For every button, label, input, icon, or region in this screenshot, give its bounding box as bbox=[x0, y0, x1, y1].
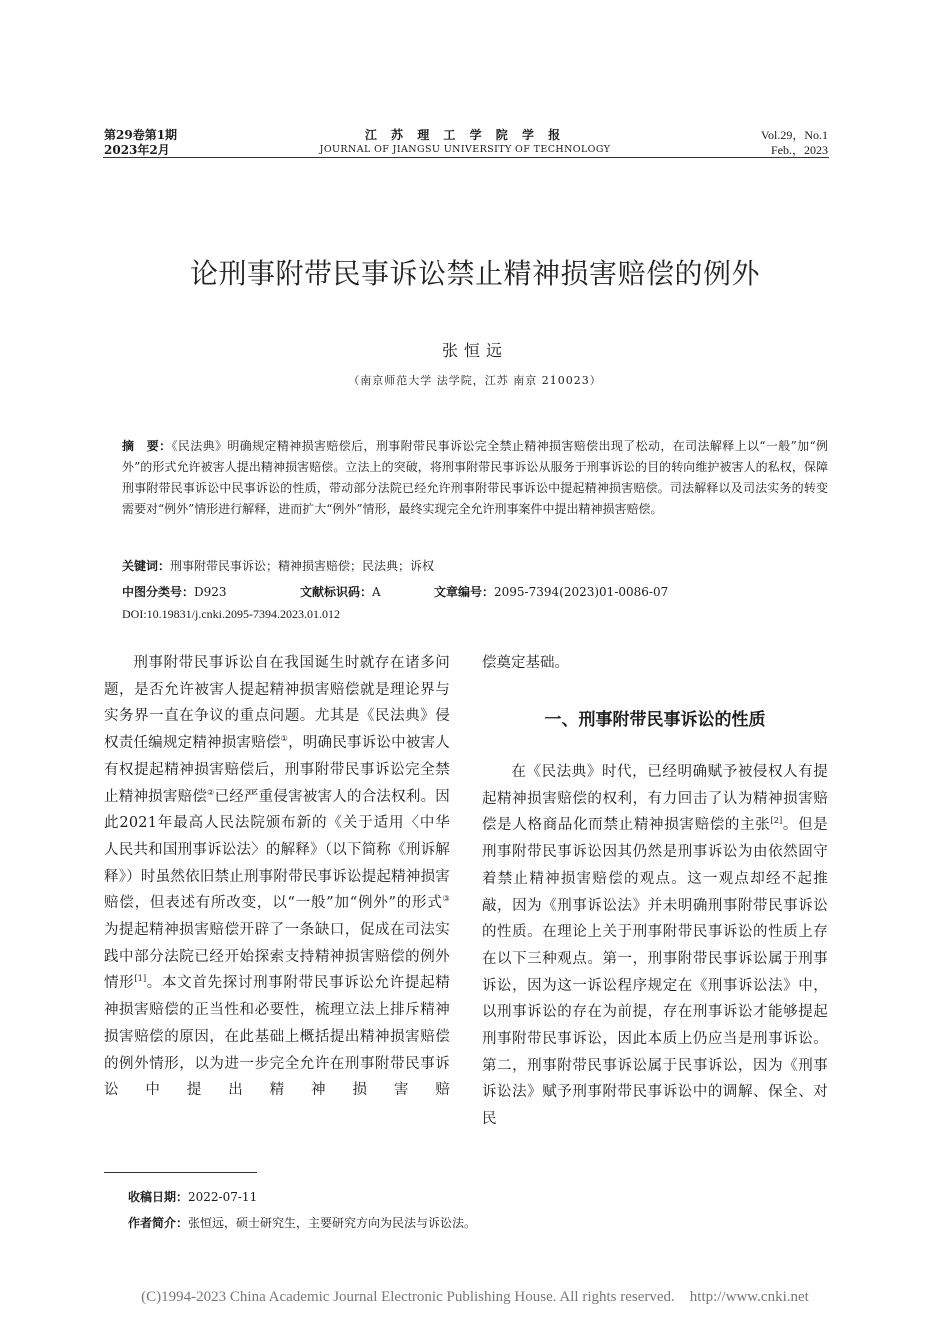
running-header-journal bbox=[300, 128, 630, 156]
volume-issue-en: Vol.29，No.1 bbox=[760, 128, 828, 142]
abstract-label: 摘 要： bbox=[122, 439, 172, 453]
article-title: 论刑事附带民事诉讼禁止精神损害赔偿的例外 bbox=[189, 257, 760, 290]
body-left-column bbox=[104, 650, 450, 1104]
author-affiliation: （南京师范大学 法学院，江苏 南京 210023） bbox=[348, 374, 602, 387]
journal-name-en: JOURNAL OF JIANGSU UNIVERSITY OF TECHNOLOGY bbox=[319, 144, 611, 155]
author-name: 张恒远 bbox=[441, 341, 508, 360]
clc-label: 中图分类号： bbox=[122, 585, 195, 599]
abstract bbox=[122, 436, 828, 520]
body-text: 刑事附带民事诉讼自在我国诞生时就存在诸多问题，是否允许被害人提起精神损害赔偿就是理论界与实务界一直在争议的重点问题。尤其是《民法典》侵权责任编规定精神损害赔偿 bbox=[104, 655, 450, 752]
journal-name-cn: 江 苏 理 工 学 院 学 报 bbox=[364, 128, 566, 142]
running-header-right bbox=[761, 128, 828, 158]
article-no-label: 文章编号： bbox=[434, 585, 495, 599]
section-heading: 一、刑事附带民事诉讼的性质 bbox=[544, 710, 766, 730]
abstract-text: 《民法典》明确规定精神损害赔偿后，刑事附带民事诉讼完全禁止精神损害赔偿出现了松动，在司法解释上以“一般”加“例外”的形式允许被害人提出精神损害赔偿。立法上的突破，将刑事附带民事诉讼从服务于刑事诉讼的目的转向维护被害人的私权，保障刑事附带民事诉讼中民事诉讼的性质，带动部分法院已经允许刑事附带民事诉讼中提起精神损害赔偿。司法解释以及司法实务的转变需要对“例外”情形进行解释，进而扩大“例外”情形，最终实现完全允许刑事案件中提出精神损害赔偿。 bbox=[122, 439, 828, 516]
running-header-left bbox=[104, 128, 177, 158]
date-cn: 2023年2月 bbox=[104, 143, 170, 157]
body-text: 已经严重侵害被害人的合法权利。因此2021年最高人民法院颁布新的《关于适用〈中华人民共和国刑事诉讼法〉的解释》（以下简称《刑诉解释》）时虽然依旧禁止刑事附带民事诉讼提起精神损害赔偿，但表述有所改变，以“一般”加“例外”的形式 bbox=[104, 788, 451, 912]
doc-code-value: A bbox=[372, 585, 381, 599]
footnote-marker: ② bbox=[207, 787, 215, 797]
author-bio-label: 作者简介： bbox=[128, 1216, 189, 1230]
author-bio bbox=[128, 1215, 476, 1231]
article-no-value: 2095-7394(2023)01-0086-07 bbox=[494, 585, 669, 599]
article-number bbox=[434, 584, 668, 600]
header-rule bbox=[103, 157, 829, 158]
date-en: Feb.，2023 bbox=[770, 143, 828, 157]
body-text: 。但是刑事附带民事诉讼因其仍然是刑事诉讼为由依然固守着禁止精神损害赔偿的观点。这一观点却经不起推敲，因为《刑事诉讼法》并未明确刑事附带民事诉讼的性质。在理论上关于刑事附带民事诉讼的性质上存在以下三种观点。第一，刑事附带民事诉讼属于刑事诉讼，因为这一诉讼程序规定在《刑事诉讼法》中，以刑事诉讼的存在为前提，存在刑事诉讼才能够提起刑事附带民事诉讼，因此本质上仍应当是刑事诉讼。第二，刑事附带民事诉讼属于民事诉讼，因为《刑事诉讼法》赋予刑事附带民事诉讼中的调解、保全、对民 bbox=[482, 817, 828, 1128]
received-date bbox=[128, 1189, 257, 1205]
footnote-rule bbox=[104, 1172, 257, 1173]
document-code bbox=[300, 584, 381, 600]
received-value: 2022-07-11 bbox=[188, 1190, 258, 1204]
citation-marker: [2] bbox=[770, 816, 783, 826]
volume-issue-cn: 第29卷第1期 bbox=[104, 128, 178, 142]
author-bio-text: 张恒远，硕士研究生，主要研究方向为民法与诉讼法。 bbox=[188, 1216, 477, 1230]
body-text: 为提起精神损害赔偿开辟了一条缺口，促成在司法实践中部分法院已经开始探索支持精神损害赔偿的例外情形 bbox=[104, 922, 450, 992]
body-text: 。本文首先探讨刑事附带民事诉讼允许提起精神损害赔偿的正当性和必要性，梳理立法上排斥精神损害赔偿的原因，在此基础上概括提出精神损害赔偿的例外情形，以为进一步完全允许在刑事附带民事诉讼中提出精神损害赔 bbox=[104, 975, 450, 1099]
doc-code-label: 文献标识码： bbox=[300, 585, 373, 599]
body-continuation: 偿奠定基础。 bbox=[482, 655, 569, 671]
citation-marker: [1] bbox=[134, 974, 147, 984]
body-text: ，明确民事诉讼中被害人有权提起精神损害赔偿后，刑事附带民事诉讼完全禁止精神损害赔偿 bbox=[104, 735, 451, 805]
footnote-marker: ③ bbox=[442, 894, 450, 904]
clc-value: D923 bbox=[194, 585, 227, 599]
keywords-text: 刑事附带民事诉讼；精神损害赔偿；民法典；诉权 bbox=[170, 559, 435, 573]
keywords bbox=[122, 558, 828, 574]
keywords-label: 关键词： bbox=[122, 559, 171, 573]
copyright-line: (C)1994-2023 China Academic Journal Electronic Publishing House. All rights reserved. http://www.cnki.net bbox=[141, 1289, 809, 1305]
body-right-column bbox=[482, 759, 828, 1133]
received-label: 收稿日期： bbox=[128, 1190, 189, 1204]
clc-number bbox=[122, 584, 227, 600]
doi: DOI:10.19831/j.cnki.2095-7394.2023.01.012 bbox=[122, 607, 340, 621]
footnote-marker: ① bbox=[280, 734, 289, 744]
body-text: 在《民法典》时代，已经明确赋予被侵权人有提起精神损害赔偿的权利，有力回击了认为精神损害赔偿是人格商品化而禁止精神损害赔偿的主张 bbox=[482, 764, 828, 834]
